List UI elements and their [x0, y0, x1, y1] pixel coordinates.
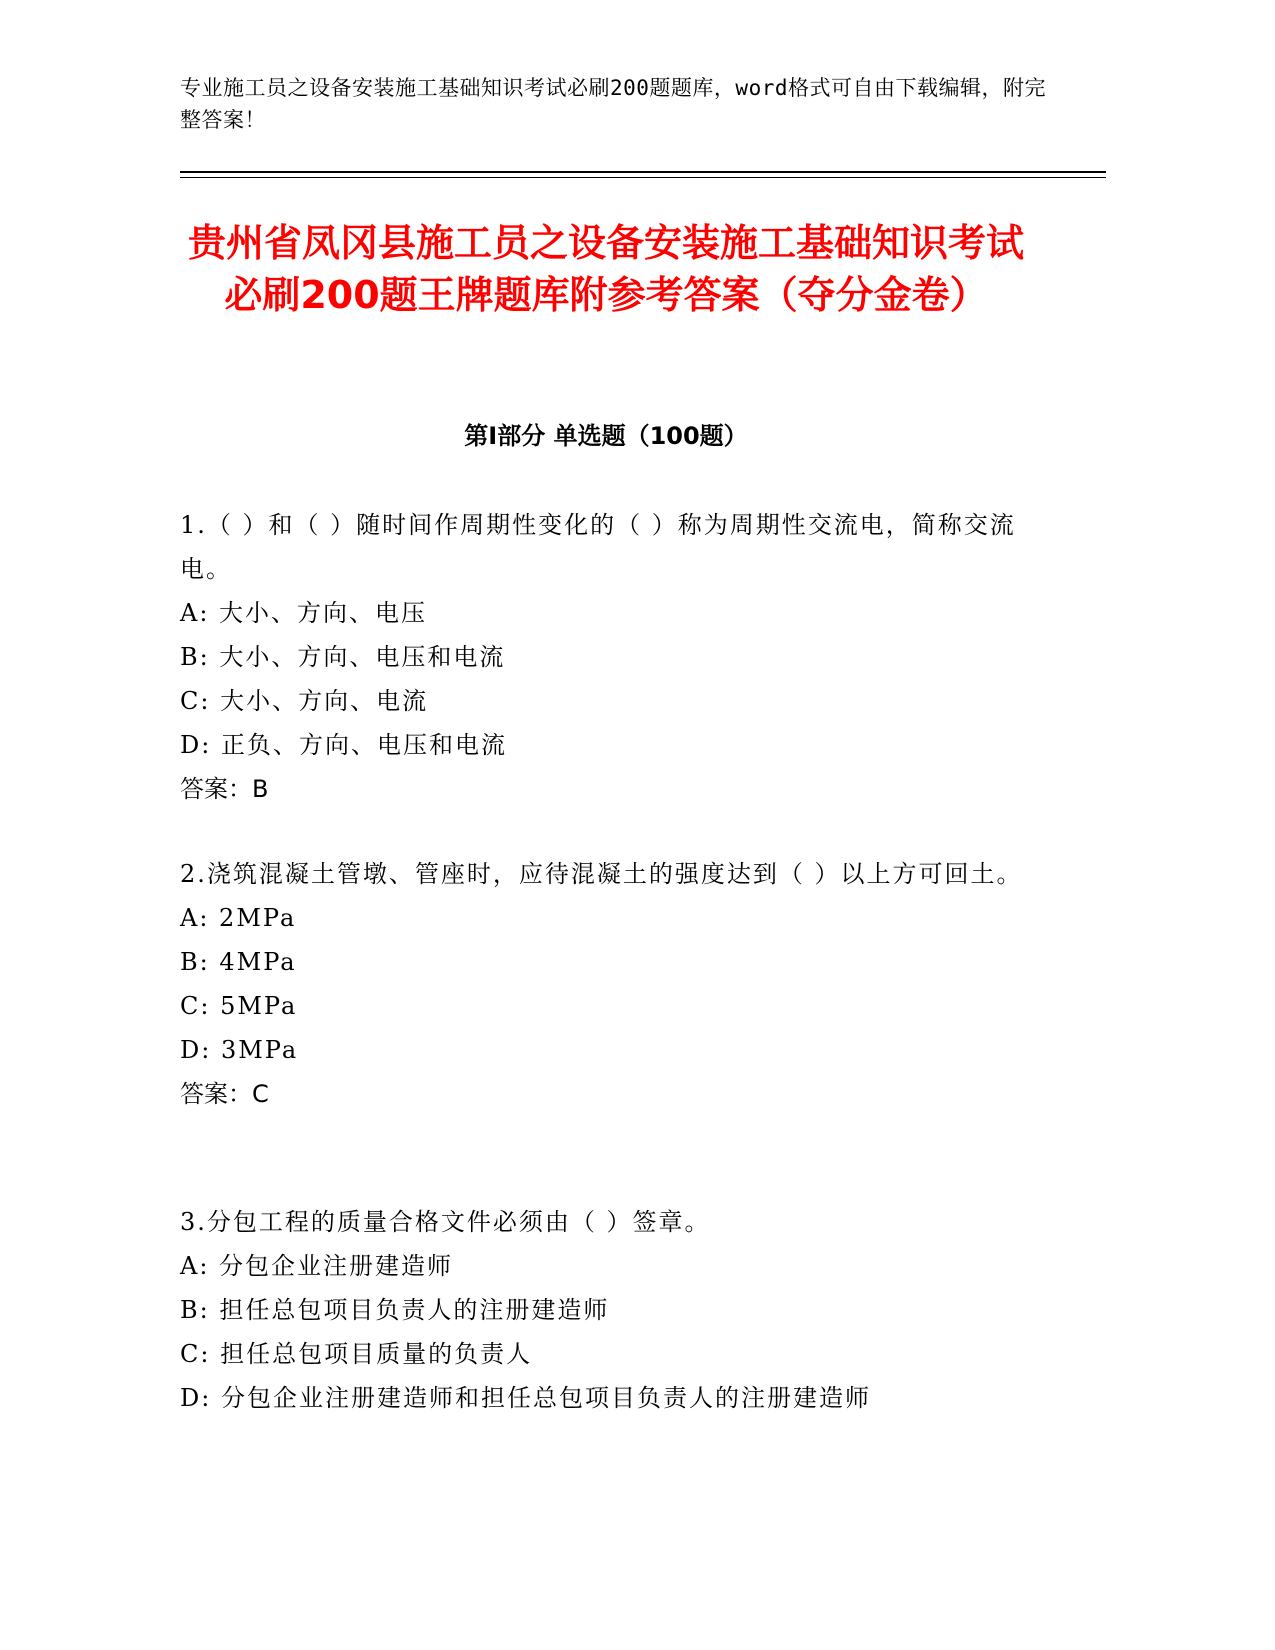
- option-a: A: 大小、方向、电压: [180, 599, 428, 627]
- option-a: A: 分包企业注册建造师: [180, 1252, 454, 1280]
- header-divider-thick: [180, 171, 1106, 173]
- question-3: [180, 1200, 1030, 1420]
- option-b: B: 4MPa: [180, 948, 297, 976]
- question-1: [180, 503, 1030, 811]
- section-title: 第I部分 单选题（100题）: [464, 422, 748, 450]
- answer: 答案：B: [180, 775, 269, 803]
- option-d: D: 3MPa: [180, 1036, 299, 1064]
- option-d: D: 正负、方向、电压和电流: [180, 731, 507, 759]
- option-b: B: 担任总包项目负责人的注册建造师: [180, 1296, 610, 1324]
- header-note: 专业施工员之设备安装施工基础知识考试必刷200题题库，word格式可自由下载编辑，附完整答案！: [180, 76, 1046, 132]
- header-divider-thin: [180, 177, 1106, 178]
- option-d: D: 分包企业注册建造师和担任总包项目负责人的注册建造师: [180, 1384, 871, 1412]
- document-title: 贵州省凤冈县施工员之设备安装施工基础知识考试必刷200题王牌题库附参考答案（夺分金卷）: [187, 221, 1024, 317]
- question-stem: 3.分包工程的质量合格文件必须由（ ）签章。: [180, 1208, 711, 1236]
- question-2: [180, 852, 1030, 1116]
- answer: 答案：C: [180, 1080, 269, 1108]
- option-c: C: 大小、方向、电流: [180, 687, 429, 715]
- question-stem: 2.浇筑混凝土管墩、管座时，应待混凝土的强度达到（ ）以上方可回土。: [180, 860, 1023, 888]
- option-c: C: 担任总包项目质量的负责人: [180, 1340, 533, 1368]
- question-stem: 1.（ ）和（ ）随时间作周期性变化的（ ）称为周期性交流电，简称交流电。: [180, 511, 1016, 583]
- option-a: A: 2MPa: [180, 904, 297, 932]
- option-c: C: 5MPa: [180, 992, 298, 1020]
- option-b: B: 大小、方向、电压和电流: [180, 643, 506, 671]
